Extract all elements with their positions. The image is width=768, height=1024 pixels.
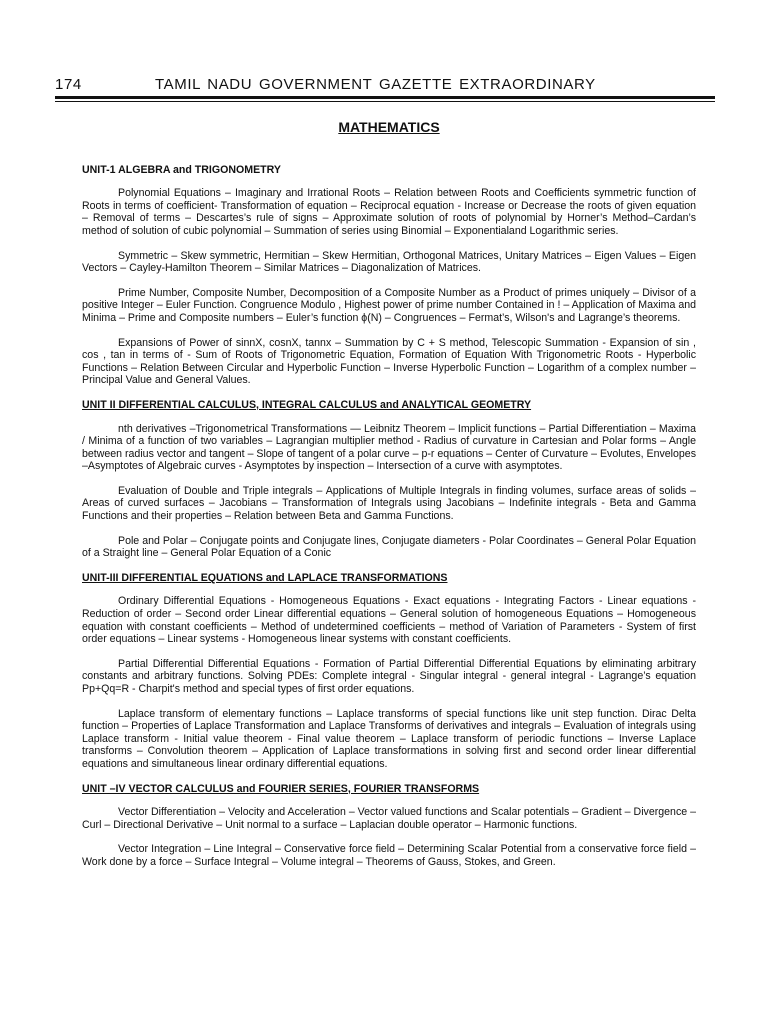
gazette-title: TAMIL NADU GOVERNMENT GAZETTE EXTRAORDINARY (155, 76, 596, 93)
paragraph: Vector Differentiation – Velocity and Acceleration – Vector valued functions and Scalar potentials – Gradient – Divergence – Curl – Directional Derivative – Unit normal to a surface – Laplacian double operator – Harmonic functions. (82, 806, 696, 831)
paragraph: Partial Differential Differential Equations - Formation of Partial Differential Differential Equations by eliminating arbitrary constants and arbitrary functions. Solving PDEs: Complete integral - Singular integral - general integral - Lagrange’s equation Pp+Qq=R - Charpit's method and special types of first order equations. (82, 657, 696, 695)
paragraph: Polynomial Equations – Imaginary and Irrational Roots – Relation between Roots and Coefficients symmetric function of Roots in terms of coefficient- Transformation of equation – Reciprocal equation - Increase or Decrease the roots of given equation – Removal of terms – Descartes’s rule of signs – Approximate solution of roots of polynomial by Horner’s Method–Cardan’s method of solution of cubic polynomial – Summation of series using Binomial – Exponentialand Logarithmic series. (82, 187, 696, 237)
paragraph: Evaluation of Double and Triple integrals – Applications of Multiple Integrals in finding volumes, surface areas of solids – Areas of curved surfaces – Jacobians – Transformation of Integrals using Jacobians – Indefinite integrals - Beta and Gamma Functions and their properties – Relation between Beta and Gamma Functions. (82, 484, 696, 523)
page-number: 174 (55, 76, 82, 93)
paragraph: Symmetric – Skew symmetric, Hermitian – Skew Hermitian, Orthogonal Matrices, Unitary Matrices – Eigen Values – Eigen Vectors – Cayley-Hamilton Theorem – Similar Matrices – Diagonalization of Matrices. (82, 249, 696, 275)
unit-2-section (82, 399, 696, 560)
paragraph: Pole and Polar – Conjugate points and Conjugate lines, Conjugate diameters - Polar Coordinates – General Polar Equation of a Straight line – General Polar Equation of a Conic (82, 534, 696, 560)
unit-heading: UNIT –IV VECTOR CALCULUS and FOURIER SERIES, FOURIER TRANSFORMS (82, 782, 480, 795)
unit-4-section (82, 783, 696, 869)
paragraph: nth derivatives –Trigonometrical Transformations — Leibnitz Theorem – Implicit functions – Partial Differentiation – Maxima / Minima of a function of two variables – Lagrangian multiplier method - Radius of curvature in Cartesian and Polar forms – Angle between radius vector and tangent – Slope of tangent of a polar curve – p-r equations – Center of Curvature – Evolutes, Envelopes –Asymptotes of Algebraic curves - Asymptotes by inspection – Intersection of a curve with asymptotes. (82, 422, 696, 473)
unit-heading: UNIT II DIFFERENTIAL CALCULUS, INTEGRAL CALCULUS and ANALYTICAL GEOMETRY (82, 398, 532, 411)
syllabus-content (82, 118, 696, 881)
paragraph: Prime Number, Composite Number, Decomposition of a Composite Number as a Product of primes uniquely – Divisor of a positive Integer – Euler Function. Congruence Modulo , Highest power of prime number Contained in ! – Application of Maxima and Minima – Prime and Composite numbers – Euler’s function ϕ(N) – Congruences – Fermat’s, Wilson's and Lagrange’s theorems. (82, 286, 696, 324)
header-rule-thin (55, 101, 715, 102)
page-header (55, 76, 713, 96)
subject-title: MATHEMATICS (338, 119, 440, 135)
unit-heading: UNIT-1 ALGEBRA and TRIGONOMETRY (82, 163, 281, 176)
paragraph: Vector Integration – Line Integral – Conservative force field – Determining Scalar Potential from a conservative force field – Work done by a force – Surface Integral – Volume integral – Theorems of Gauss, Stokes, and Green. (82, 843, 696, 868)
paragraph: Ordinary Differential Equations - Homogeneous Equations - Exact equations - Integrating Factors - Linear equations - Reduction of order – Second order Linear differential equations – General solution of homogeneous Equations – Homogeneous equation with constant coefficients – Method of undetermined coefficients – method of Variation of Parameters - System of first order equations – Linear systems - Homogeneous linear systems with constant coefficients. (82, 595, 696, 646)
unit-1-section (82, 164, 696, 387)
paragraph: Expansions of Power of sinnX, cosnX, tannx – Summation by C + S method, Telescopic Summation - Expansion of sin , cos , tan in terms of - Sum of Roots of Trigonometric Equation, Formation of Equation With Trigonometric Roots - Hyperbolic Functions – Relation Between Circular and Hyperbolic Function – Inverse Hyperbolic Function – Logarithm of a complex number – Principal Value and General Values. (82, 336, 696, 387)
unit-3-section (82, 572, 696, 771)
paragraph: Laplace transform of elementary functions – Laplace transforms of special functions like unit step function. Dirac Delta function – Properties of Laplace Transformation and Laplace Transforms of derivatives and integrals – Evaluation of integrals using Laplace transform - Initial value theorem - Final value theorem – Laplace transform of periodic functions – Inverse Laplace transforms – Convolution theorem – Application of Laplace transformations in solving first and second order linear differential equations and simultaneous linear ordinary differential equations. (82, 707, 696, 770)
unit-heading: UNIT-III DIFFERENTIAL EQUATIONS and LAPLACE TRANSFORMATIONS (82, 571, 448, 584)
header-rule-thick (55, 96, 715, 99)
